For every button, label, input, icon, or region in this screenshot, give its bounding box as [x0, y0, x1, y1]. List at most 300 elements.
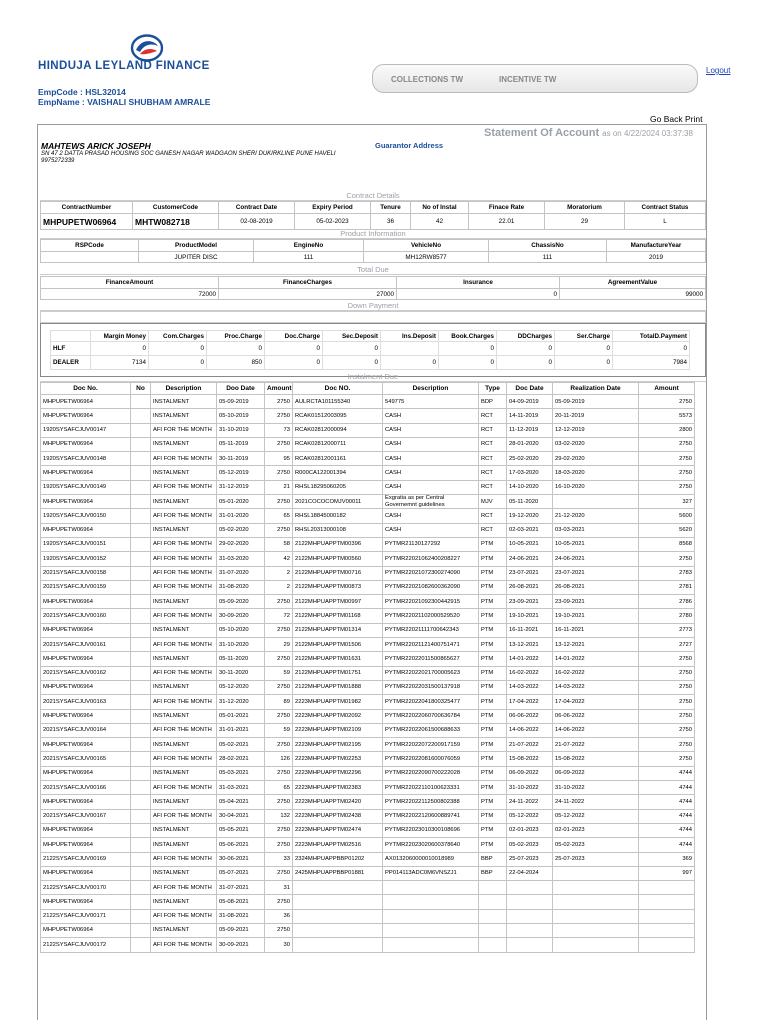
- instalment-table: [40, 382, 695, 953]
- cell-receipt-doc-no: 2122MHPUAPPTM00997: [293, 595, 383, 609]
- cell-amount: 59: [265, 723, 293, 737]
- cell-description: AFI FOR THE MONTH: [151, 781, 217, 795]
- cell-description: INSTALMENT: [151, 495, 217, 509]
- cell-amount: 2750: [265, 623, 293, 637]
- cell-type: RCT: [479, 437, 507, 451]
- cell-doc-no: 2021SYSAFCJUV00165: [41, 752, 131, 766]
- cell-doc-no: 2122SYSAFCJUV00170: [41, 881, 131, 895]
- cell-receipt-doc-no: [293, 895, 383, 909]
- th-dp-party: [51, 331, 91, 342]
- cell-type: BBP: [479, 866, 507, 880]
- cell-description: INSTALMENT: [151, 738, 217, 752]
- cell-no: [131, 781, 151, 795]
- cell-doc-no: 1920SYSAFCJUV00148: [41, 452, 131, 466]
- cell-no: [131, 881, 151, 895]
- cell-receipt-description: PYTMR22023020600378640: [383, 838, 479, 852]
- dp-cell: 0: [613, 342, 690, 356]
- guarantor-address-label: Guarantor Address: [375, 141, 444, 150]
- cell-receipt-doc-no: 2223MHPUAPPTM02383: [293, 781, 383, 795]
- cell-doc-no: 1920SYSAFCJUV00151: [41, 537, 131, 551]
- cell-no: [131, 537, 151, 551]
- cell-amount: 2750: [265, 395, 293, 409]
- cell-realization-date: 12-12-2019: [553, 423, 639, 437]
- dp-cell: 7134: [91, 356, 149, 370]
- cell-amount: 36: [265, 909, 293, 923]
- table-row: [41, 852, 695, 866]
- address-text: SN 47 2 DATTA PRASAD HOUSING SOC GANESH NAGAR WADGAON SHERI DUKIRKLINE PUNE HAVELI: [41, 151, 336, 157]
- th-sec-deposit: Sec.Deposit: [323, 331, 381, 342]
- cell-due-date: 30-09-2020: [217, 609, 265, 623]
- th-description-receipt: Description: [383, 383, 479, 395]
- cell-doc-date: 02-03-2021: [507, 523, 553, 537]
- cell-amount: 2750: [265, 595, 293, 609]
- cell-receipt-doc-no: 2223MHPUAPPTM02109: [293, 723, 383, 737]
- cell-doc-date: 19-10-2021: [507, 609, 553, 623]
- cell-amount: 33: [265, 852, 293, 866]
- cell-doc-date: 05-12-2022: [507, 809, 553, 823]
- cell-doc-date: 14-06-2022: [507, 723, 553, 737]
- cell-realization-date: 16-02-2022: [553, 666, 639, 680]
- product-table: [40, 239, 706, 263]
- th-doc-charge: Doc.Charge: [265, 331, 323, 342]
- cell-receipt-amount: 2750: [639, 666, 695, 680]
- cell-due-date: 05-01-2020: [217, 495, 265, 509]
- cell-no: [131, 480, 151, 494]
- cell-receipt-doc-no: 2122MHPUAPPTM00716: [293, 566, 383, 580]
- th-amount: Amount: [265, 383, 293, 395]
- emp-name: EmpName : VAISHALI SHUBHAM AMRALE: [38, 97, 211, 107]
- cell-receipt-doc-no: RCAK02812000094: [293, 423, 383, 437]
- cell-receipt-amount: 997: [639, 866, 695, 880]
- cell-amount: 126: [265, 752, 293, 766]
- cell-type: PTM: [479, 723, 507, 737]
- cell-doc-no: 1920SYSAFCJUV00150: [41, 509, 131, 523]
- table-row: [41, 680, 695, 694]
- cell-doc-date: 13-12-2021: [507, 638, 553, 652]
- cell-type: PTM: [479, 709, 507, 723]
- cell-receipt-description: [383, 938, 479, 952]
- cell-due-date: 29-02-2020: [217, 537, 265, 551]
- cell-due-date: 30-04-2021: [217, 809, 265, 823]
- cell-description: AFI FOR THE MONTH: [151, 566, 217, 580]
- cell-no: [131, 766, 151, 780]
- cell-receipt-description: CASH: [383, 423, 479, 437]
- cell-receipt-doc-no: 2223MHPUAPPTM02195: [293, 738, 383, 752]
- cell-receipt-amount: 2781: [639, 580, 695, 594]
- cell-doc-no: MHPUPETW06964: [41, 495, 131, 509]
- table-row: [41, 781, 695, 795]
- cell-doc-date: 06-06-2022: [507, 709, 553, 723]
- cell-receipt-description: PYTMR22022021700005623: [383, 666, 479, 680]
- cell-no: [131, 423, 151, 437]
- cell-receipt-description: PYTMR22021121400751471: [383, 638, 479, 652]
- cell-type: PTM: [479, 752, 507, 766]
- menu-incentive-tw[interactable]: INCENTIVE TW: [499, 75, 557, 84]
- cell-receipt-description: PYTMR22021072300274090: [383, 566, 479, 580]
- cell-realization-date: 16-11-2021: [553, 623, 639, 637]
- cell-description: AFI FOR THE MONTH: [151, 752, 217, 766]
- cell-receipt-description: [383, 895, 479, 909]
- dp-cell: 0: [439, 356, 497, 370]
- cell-doc-no: 2021SYSAFCJUV00160: [41, 609, 131, 623]
- cell-receipt-description: PYTMR21130127292: [383, 537, 479, 551]
- table-row: [41, 652, 695, 666]
- cell-doc-no: MHPUPETW06964: [41, 738, 131, 752]
- cell-description: INSTALMENT: [151, 823, 217, 837]
- cell-realization-date: 21-07-2022: [553, 738, 639, 752]
- cell-due-date: 05-02-2020: [217, 523, 265, 537]
- cell-amount: 72: [265, 609, 293, 623]
- statement-title: [484, 127, 693, 139]
- cell-no: [131, 852, 151, 866]
- table-row: [41, 738, 695, 752]
- cell-no: [131, 566, 151, 580]
- cell-no: [131, 523, 151, 537]
- contract-table: [40, 201, 706, 230]
- table-row: [41, 666, 695, 680]
- th-customer-code: CustomerCode: [133, 202, 219, 214]
- th-rsp-code: RSPCode: [41, 240, 139, 252]
- cell-realization-date: 13-12-2021: [553, 638, 639, 652]
- top-menu: [372, 64, 698, 93]
- th-agreement-value: AgreementValue: [560, 277, 706, 289]
- cell-doc-date: 24-06-2021: [507, 552, 553, 566]
- cell-realization-date: 31-10-2022: [553, 781, 639, 795]
- cell-description: INSTALMENT: [151, 709, 217, 723]
- cell-amount: 65: [265, 781, 293, 795]
- cell-receipt-doc-no: RHSL18845000182: [293, 509, 383, 523]
- th-engine-no: EngineNo: [254, 240, 364, 252]
- cell-receipt-description: PYTMR22023010300108696: [383, 823, 479, 837]
- cell-doc-no: MHPUPETW06964: [41, 823, 131, 837]
- cell-receipt-amount: 2750: [639, 680, 695, 694]
- cell-receipt-description: PYTMR22022110100623331: [383, 781, 479, 795]
- cell-realization-date: [553, 866, 639, 880]
- cell-doc-date: 15-08-2022: [507, 752, 553, 766]
- th-doc-date: Doc Date: [507, 383, 553, 395]
- th-moratorium: Moratorium: [545, 202, 625, 214]
- cell-doc-no: 2021SYSAFCJUV00162: [41, 666, 131, 680]
- cell-receipt-amount: 5573: [639, 409, 695, 423]
- cell-no: [131, 437, 151, 451]
- cell-realization-date: 16-10-2020: [553, 480, 639, 494]
- down-payment-blank-row: [40, 311, 706, 323]
- cell-amount: 2750: [265, 866, 293, 880]
- cell-description: AFI FOR THE MONTH: [151, 509, 217, 523]
- cell-receipt-amount: 8568: [639, 537, 695, 551]
- product-value-row: [41, 252, 706, 263]
- cell-due-date: 31-07-2021: [217, 881, 265, 895]
- cell-receipt-amount: 2750: [639, 738, 695, 752]
- go-back-print-link[interactable]: Go Back Print: [650, 114, 703, 124]
- cell-receipt-doc-no: 2122MHPUAPPTM01314: [293, 623, 383, 637]
- hinduja-leyland-logo: [38, 34, 248, 74]
- cell-receipt-doc-no: RCAK01512003095: [293, 409, 383, 423]
- cell-doc-no: 2021SYSAFCJUV00166: [41, 781, 131, 795]
- cell-doc-date: 25-07-2023: [507, 852, 553, 866]
- cell-description: INSTALMENT: [151, 895, 217, 909]
- rsp-code: [41, 252, 139, 263]
- cell-realization-date: 25-07-2023: [553, 852, 639, 866]
- table-row: [41, 452, 695, 466]
- th-finance-charges: FinanceCharges: [219, 277, 397, 289]
- section-total-due: Total Due: [40, 264, 706, 275]
- th-doo-date: Doo Date: [217, 383, 265, 395]
- cell-no: [131, 866, 151, 880]
- cell-doc-no: 2021SYSAFCJUV00161: [41, 638, 131, 652]
- cell-amount: 89: [265, 695, 293, 709]
- cell-realization-date: 21-12-2020: [553, 509, 639, 523]
- dp-cell: 0: [323, 342, 381, 356]
- table-row: [41, 537, 695, 551]
- cell-type: PTM: [479, 680, 507, 694]
- cell-due-date: 31-08-2021: [217, 909, 265, 923]
- cell-due-date: 05-12-2019: [217, 466, 265, 480]
- cell-receipt-amount: 2800: [639, 423, 695, 437]
- customer-code: MHTW082718: [133, 214, 219, 230]
- logout-link[interactable]: Logout: [706, 66, 731, 75]
- table-row: [41, 580, 695, 594]
- chassis-no: 111: [489, 252, 607, 263]
- cell-receipt-amount: 369: [639, 852, 695, 866]
- dp-cell: 0: [265, 356, 323, 370]
- table-row: [41, 638, 695, 652]
- cell-doc-no: 2122SYSAFCJUV00169: [41, 852, 131, 866]
- cell-receipt-doc-no: [293, 881, 383, 895]
- cell-type: PTM: [479, 652, 507, 666]
- cell-type: PTM: [479, 695, 507, 709]
- cell-realization-date: [553, 938, 639, 952]
- cell-doc-date: [507, 909, 553, 923]
- dp-cell: 0: [149, 342, 207, 356]
- dp-cell: 0: [381, 356, 439, 370]
- cell-receipt-amount: [639, 938, 695, 952]
- customer-address: [41, 151, 351, 165]
- finance-amount: 72000: [41, 289, 219, 300]
- cell-type: PTM: [479, 638, 507, 652]
- cell-no: [131, 609, 151, 623]
- cell-description: INSTALMENT: [151, 680, 217, 694]
- cell-description: AFI FOR THE MONTH: [151, 881, 217, 895]
- cell-doc-no: MHPUPETW06964: [41, 623, 131, 637]
- cell-doc-no: 2021SYSAFCJUV00164: [41, 723, 131, 737]
- cell-receipt-amount: [639, 895, 695, 909]
- cell-due-date: 30-06-2021: [217, 852, 265, 866]
- finance-charges: 27000: [219, 289, 397, 300]
- statement-as-on: as on 4/22/2024 03:37:38: [602, 129, 693, 138]
- cell-no: [131, 509, 151, 523]
- table-row: [41, 552, 695, 566]
- cell-due-date: 05-11-2020: [217, 652, 265, 666]
- table-row: [41, 723, 695, 737]
- down-payment-row-hlf: [51, 342, 690, 356]
- cell-receipt-doc-no: RHSL20313000108: [293, 523, 383, 537]
- customer-phone: 9975272339: [41, 158, 75, 164]
- dp-party: HLF: [51, 342, 91, 356]
- cell-no: [131, 938, 151, 952]
- cell-receipt-amount: 4744: [639, 781, 695, 795]
- cell-receipt-description: PYTMR22021111700642343: [383, 623, 479, 637]
- cell-amount: 2750: [265, 680, 293, 694]
- cell-due-date: 05-08-2021: [217, 895, 265, 909]
- cell-due-date: 05-10-2020: [217, 623, 265, 637]
- cell-type: [479, 923, 507, 937]
- cell-type: RCT: [479, 423, 507, 437]
- cell-description: INSTALMENT: [151, 595, 217, 609]
- cell-amount: 2750: [265, 709, 293, 723]
- cell-receipt-amount: 2750: [639, 723, 695, 737]
- total-due-header-row: [41, 277, 706, 289]
- cell-receipt-doc-no: [293, 938, 383, 952]
- contract-date: 02-08-2019: [219, 214, 295, 230]
- cell-description: AFI FOR THE MONTH: [151, 452, 217, 466]
- table-row: [41, 423, 695, 437]
- cell-receipt-description: PYTMR22022060700636784: [383, 709, 479, 723]
- product-model: JUPITER DISC: [139, 252, 254, 263]
- cell-realization-date: 20-11-2019: [553, 409, 639, 423]
- cell-amount: 30: [265, 938, 293, 952]
- cell-no: [131, 809, 151, 823]
- cell-due-date: 05-12-2020: [217, 680, 265, 694]
- cell-type: RCT: [479, 480, 507, 494]
- section-product-information: Product Information: [40, 228, 706, 239]
- cell-receipt-description: PYTMR22021102000529520: [383, 609, 479, 623]
- menu-collections-tw[interactable]: COLLECTIONS TW: [391, 75, 463, 84]
- cell-realization-date: [553, 881, 639, 895]
- cell-realization-date: [553, 909, 639, 923]
- th-description: Description: [151, 383, 217, 395]
- cell-due-date: 31-03-2021: [217, 781, 265, 795]
- statement-title-text: Statement Of Account: [484, 127, 600, 139]
- cell-realization-date: 03-02-2020: [553, 437, 639, 451]
- cell-receipt-amount: 2786: [639, 595, 695, 609]
- cell-doc-date: 14-11-2019: [507, 409, 553, 423]
- cell-due-date: 31-08-2020: [217, 580, 265, 594]
- cell-description: INSTALMENT: [151, 766, 217, 780]
- cell-no: [131, 823, 151, 837]
- cell-receipt-doc-no: 2223MHPUAPPTM02438: [293, 809, 383, 823]
- cell-amount: 2750: [265, 895, 293, 909]
- th-no: No: [131, 383, 151, 395]
- cell-receipt-doc-no: 2324MHPUAPPBBP01202: [293, 852, 383, 866]
- cell-receipt-description: Exgratia as per Central Governemnt guidelines: [383, 495, 479, 509]
- cell-receipt-amount: [639, 923, 695, 937]
- cell-receipt-amount: 2750: [639, 552, 695, 566]
- table-row: [41, 923, 695, 937]
- cell-no: [131, 738, 151, 752]
- finace-rate: 22.01: [469, 214, 545, 230]
- cell-doc-date: 26-08-2021: [507, 580, 553, 594]
- cell-no: [131, 680, 151, 694]
- table-row: [41, 938, 695, 952]
- cell-amount: 2750: [265, 523, 293, 537]
- dp-cell: 0: [555, 342, 613, 356]
- cell-type: PTM: [479, 580, 507, 594]
- down-payment-table: [50, 330, 690, 370]
- cell-description: INSTALMENT: [151, 795, 217, 809]
- table-row: [41, 823, 695, 837]
- cell-receipt-doc-no: 2223MHPUAPPTM02420: [293, 795, 383, 809]
- cell-due-date: 05-04-2021: [217, 795, 265, 809]
- dp-cell: 0: [497, 342, 555, 356]
- cell-description: INSTALMENT: [151, 437, 217, 451]
- cell-receipt-amount: 2750: [639, 709, 695, 723]
- cell-description: AFI FOR THE MONTH: [151, 423, 217, 437]
- cell-description: AFI FOR THE MONTH: [151, 537, 217, 551]
- cell-receipt-doc-no: 2021COCOCOMJV00011: [293, 495, 383, 509]
- contract-status: L: [625, 214, 706, 230]
- cell-receipt-description: PYTMR22022011500865627: [383, 652, 479, 666]
- total-due-value-row: [41, 289, 706, 300]
- cell-realization-date: 02-01-2023: [553, 823, 639, 837]
- cell-receipt-amount: 2750: [639, 452, 695, 466]
- cell-description: INSTALMENT: [151, 923, 217, 937]
- cell-receipt-doc-no: AULRCTA101155340: [293, 395, 383, 409]
- cell-doc-date: 22-04-2024: [507, 866, 553, 880]
- cell-amount: 2750: [265, 652, 293, 666]
- cell-receipt-description: CASH: [383, 452, 479, 466]
- cell-type: PTM: [479, 666, 507, 680]
- cell-doc-no: 2122SYSAFCJUV00171: [41, 909, 131, 923]
- cell-amount: 2750: [265, 409, 293, 423]
- cell-doc-no: MHPUPETW06964: [41, 795, 131, 809]
- cell-amount: 2750: [265, 823, 293, 837]
- cell-doc-no: MHPUPETW06964: [41, 466, 131, 480]
- cell-doc-no: MHPUPETW06964: [41, 895, 131, 909]
- cell-no: [131, 923, 151, 937]
- th-doc-no-receipt: Doc NO.: [293, 383, 383, 395]
- cell-due-date: 31-01-2020: [217, 509, 265, 523]
- table-row: [41, 509, 695, 523]
- cell-no: [131, 552, 151, 566]
- cell-due-date: 31-07-2020: [217, 566, 265, 580]
- th-manufacture-year: ManufactureYear: [607, 240, 706, 252]
- cell-due-date: 05-09-2019: [217, 395, 265, 409]
- table-row: [41, 795, 695, 809]
- cell-no: [131, 895, 151, 909]
- cell-receipt-description: CASH: [383, 409, 479, 423]
- cell-doc-no: MHPUPETW06964: [41, 595, 131, 609]
- dp-party: DEALER: [51, 356, 91, 370]
- engine-no: 111: [254, 252, 364, 263]
- insurance: 0: [397, 289, 560, 300]
- th-ser-charge: Ser.Charge: [555, 331, 613, 342]
- cell-receipt-doc-no: 2122MHPUAPPTM00560: [293, 552, 383, 566]
- cell-no: [131, 666, 151, 680]
- cell-due-date: 31-12-2020: [217, 695, 265, 709]
- cell-type: RCT: [479, 452, 507, 466]
- cell-amount: 31: [265, 881, 293, 895]
- cell-doc-date: 28-01-2020: [507, 437, 553, 451]
- cell-receipt-amount: 4744: [639, 766, 695, 780]
- cell-doc-no: MHPUPETW06964: [41, 680, 131, 694]
- cell-receipt-amount: 2773: [639, 623, 695, 637]
- cell-description: INSTALMENT: [151, 652, 217, 666]
- th-finance-amount: FinanceAmount: [41, 277, 219, 289]
- cell-no: [131, 395, 151, 409]
- cell-receipt-doc-no: [293, 909, 383, 923]
- contract-number: MHPUPETW06964: [41, 214, 133, 230]
- table-row: [41, 437, 695, 451]
- cell-receipt-description: [383, 881, 479, 895]
- cell-receipt-doc-no: 2122MHPUAPPTM01168: [293, 609, 383, 623]
- tenure: 36: [371, 214, 411, 230]
- logo-text: HINDUJA LEYLAND FINANCE: [38, 60, 210, 72]
- cell-doc-date: 23-09-2021: [507, 595, 553, 609]
- cell-receipt-amount: [639, 881, 695, 895]
- cell-no: [131, 452, 151, 466]
- cell-receipt-doc-no: RCAK02812001161: [293, 452, 383, 466]
